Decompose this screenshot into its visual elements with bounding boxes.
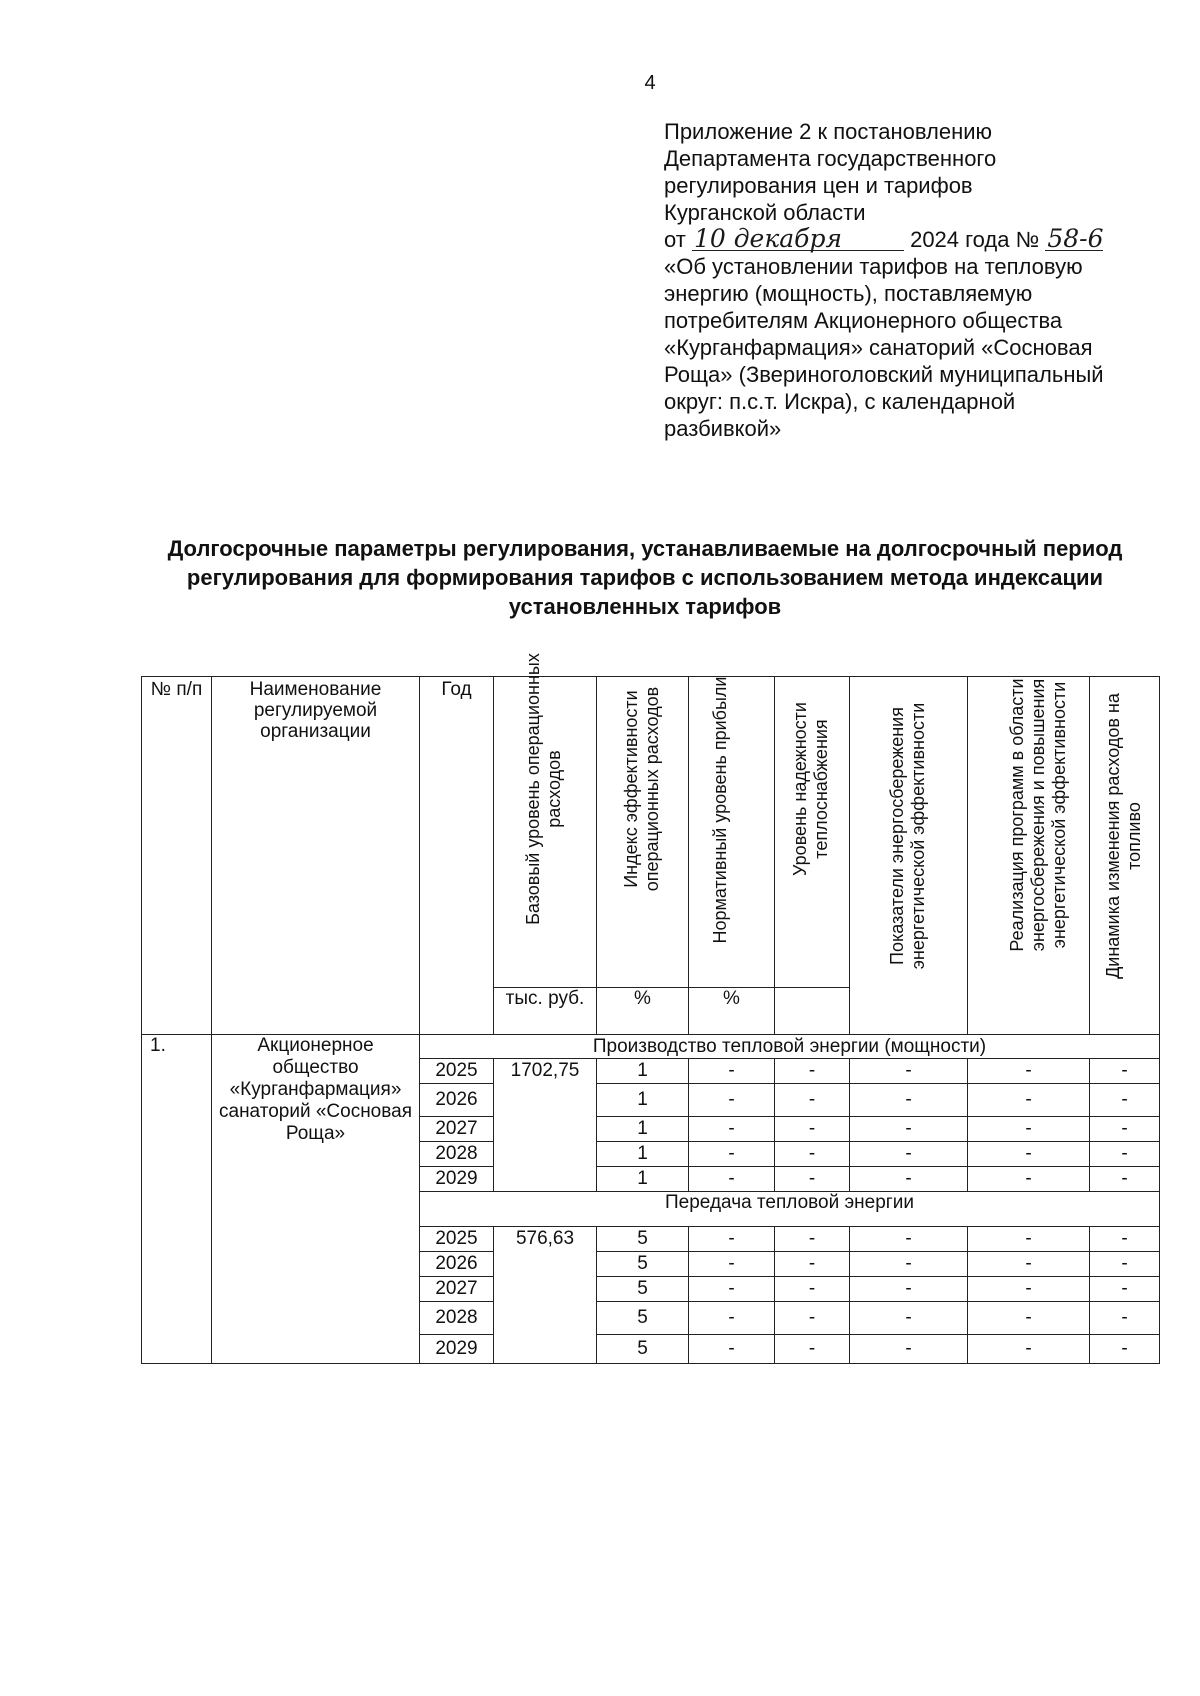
cell-index: 5 bbox=[597, 1335, 689, 1364]
header-base-text: Базовый уровень операционных расходов bbox=[523, 653, 564, 925]
cell-energy: - bbox=[850, 1302, 968, 1335]
header-reliability-text: Уровень надежности теплоснабжения bbox=[790, 702, 831, 876]
header-index bbox=[597, 677, 689, 988]
cell-energy: - bbox=[850, 1252, 968, 1277]
header-energy-text: Показатели энергосбережения энергетической эффективности bbox=[886, 702, 928, 970]
cell-profit: - bbox=[689, 1335, 775, 1364]
appendix-line: Курганской области bbox=[664, 200, 866, 225]
appendix-line: регулирования цен и тарифов bbox=[664, 173, 973, 198]
cell-energy: - bbox=[850, 1142, 968, 1167]
cell-year: 2029 bbox=[420, 1335, 494, 1364]
header-year-text: Год bbox=[441, 679, 472, 700]
date-prefix: от bbox=[664, 227, 686, 252]
header-programs bbox=[968, 677, 1090, 1035]
cell-reliability: - bbox=[775, 1059, 850, 1084]
section-title: Передача тепловой энергии bbox=[420, 1192, 1160, 1227]
cell-profit: - bbox=[689, 1252, 775, 1277]
cell-reliability: - bbox=[775, 1117, 850, 1142]
cell-energy: - bbox=[850, 1059, 968, 1084]
cell-year: 2026 bbox=[420, 1084, 494, 1117]
cell-energy: - bbox=[850, 1335, 968, 1364]
cell-profit: - bbox=[689, 1227, 775, 1252]
appendix-subject-line: потребителям Акционерного общества bbox=[664, 308, 1063, 333]
cell-year: 2027 bbox=[420, 1117, 494, 1142]
header-energy bbox=[850, 677, 968, 1035]
cell-reliability: - bbox=[775, 1252, 850, 1277]
appendix-block bbox=[664, 118, 1184, 442]
cell-fuel: - bbox=[1090, 1084, 1160, 1117]
appendix-line: Приложение 2 к постановлению bbox=[664, 119, 993, 144]
cell-programs: - bbox=[968, 1227, 1090, 1252]
handwritten-date: 10 декабря bbox=[692, 228, 904, 251]
appendix-subject-line: энергию (мощность), поставляемую bbox=[664, 281, 1033, 306]
cell-programs: - bbox=[968, 1335, 1090, 1364]
header-year bbox=[420, 677, 494, 1035]
appendix-subject-line: разбивкой» bbox=[664, 416, 782, 441]
cell-profit: - bbox=[689, 1059, 775, 1084]
cell-reliability: - bbox=[775, 1084, 850, 1117]
cell-profit: - bbox=[689, 1167, 775, 1192]
cell-index: 1 bbox=[597, 1167, 689, 1192]
cell-index: 5 bbox=[597, 1252, 689, 1277]
cell-programs: - bbox=[968, 1252, 1090, 1277]
cell-energy: - bbox=[850, 1117, 968, 1142]
appendix-date-line bbox=[664, 226, 1184, 253]
cell-programs: - bbox=[968, 1117, 1090, 1142]
cell-index: 5 bbox=[597, 1302, 689, 1335]
header-profit bbox=[689, 677, 775, 988]
cell-reliability: - bbox=[775, 1142, 850, 1167]
cell-energy: - bbox=[850, 1084, 968, 1117]
cell-year: 2029 bbox=[420, 1167, 494, 1192]
cell-reliability: - bbox=[775, 1335, 850, 1364]
cell-fuel: - bbox=[1090, 1335, 1160, 1364]
cell-programs: - bbox=[968, 1167, 1090, 1192]
cell-energy: - bbox=[850, 1227, 968, 1252]
unit-reliability bbox=[775, 988, 850, 1035]
parameters-table bbox=[141, 653, 1160, 1364]
unit-index: % bbox=[597, 988, 689, 1035]
header-fuel-text: Динамика изменения расходов на топливо bbox=[1102, 693, 1144, 979]
unit-profit: % bbox=[689, 988, 775, 1035]
header-base bbox=[494, 653, 597, 988]
cell-profit: - bbox=[689, 1142, 775, 1167]
header-num bbox=[142, 677, 212, 1035]
cell-profit: - bbox=[689, 1117, 775, 1142]
cell-energy: - bbox=[850, 1277, 968, 1302]
cell-reliability: - bbox=[775, 1302, 850, 1335]
header-org-text: Наименование регулируемой организации bbox=[249, 679, 382, 742]
header-index-text: Индекс эффективности операционных расходов bbox=[620, 686, 662, 892]
cell-fuel: - bbox=[1090, 1227, 1160, 1252]
cell-profit: - bbox=[689, 1277, 775, 1302]
cell-index: 1 bbox=[597, 1142, 689, 1167]
appendix-subject-line: округ: п.с.т. Искра), с календарной bbox=[664, 389, 1016, 414]
cell-profit: - bbox=[689, 1302, 775, 1335]
document-title: Долгосрочные параметры регулирования, устанавливаемые на долгосрочный период регулирования для формирования тарифов с использованием метода индексации установленных тарифов bbox=[167, 536, 1123, 619]
cell-year: 2027 bbox=[420, 1277, 494, 1302]
header-profit-text: Нормативный уровень прибыли bbox=[709, 676, 730, 944]
cell-year: 2028 bbox=[420, 1302, 494, 1335]
section-title: Производство тепловой энергии (мощности) bbox=[420, 1035, 1160, 1059]
header-num-text: № п/п bbox=[150, 679, 203, 700]
handwritten-number: 58-6 bbox=[1047, 224, 1104, 253]
appendix-line: Департамента государственного bbox=[664, 146, 997, 171]
cell-programs: - bbox=[968, 1059, 1090, 1084]
header-fuel bbox=[1090, 677, 1160, 1035]
cell-fuel: - bbox=[1090, 1302, 1160, 1335]
organization-name: Акционерное общество «Курганфармация» санаторий «Сосновая Роща» bbox=[212, 1035, 420, 1364]
cell-year: 2025 bbox=[420, 1227, 494, 1252]
page-number: 4 bbox=[644, 72, 656, 94]
cell-programs: - bbox=[968, 1084, 1090, 1117]
header-reliability bbox=[775, 677, 850, 988]
cell-fuel: - bbox=[1090, 1059, 1160, 1084]
cell-fuel: - bbox=[1090, 1142, 1160, 1167]
cell-base-value: 1702,75 bbox=[494, 1059, 597, 1192]
cell-fuel: - bbox=[1090, 1117, 1160, 1142]
cell-fuel: - bbox=[1090, 1167, 1160, 1192]
cell-index: 1 bbox=[597, 1059, 689, 1084]
cell-reliability: - bbox=[775, 1167, 850, 1192]
cell-year: 2028 bbox=[420, 1142, 494, 1167]
cell-index: 5 bbox=[597, 1277, 689, 1302]
appendix-subject-line: Роща» (Звериноголовский муниципальный bbox=[664, 362, 1104, 387]
cell-index: 5 bbox=[597, 1227, 689, 1252]
section-row bbox=[142, 1035, 1160, 1059]
cell-base-value: 576,63 bbox=[494, 1227, 597, 1364]
header-org bbox=[212, 677, 420, 1035]
cell-index: 1 bbox=[597, 1117, 689, 1142]
row-number: 1. bbox=[142, 1035, 212, 1364]
cell-fuel: - bbox=[1090, 1277, 1160, 1302]
cell-year: 2025 bbox=[420, 1059, 494, 1084]
cell-year: 2026 bbox=[420, 1252, 494, 1277]
cell-index: 1 bbox=[597, 1084, 689, 1117]
appendix-subject-line: «Курганфармация» санаторий «Сосновая bbox=[664, 335, 1093, 360]
year-text: 2024 года № bbox=[910, 227, 1040, 252]
appendix-subject-line: «Об установлении тарифов на тепловую bbox=[664, 254, 1083, 279]
cell-energy: - bbox=[850, 1167, 968, 1192]
cell-programs: - bbox=[968, 1142, 1090, 1167]
cell-profit: - bbox=[689, 1084, 775, 1117]
header-row bbox=[142, 677, 1160, 988]
cell-programs: - bbox=[968, 1302, 1090, 1335]
cell-programs: - bbox=[968, 1277, 1090, 1302]
cell-reliability: - bbox=[775, 1277, 850, 1302]
cell-fuel: - bbox=[1090, 1252, 1160, 1277]
cell-reliability: - bbox=[775, 1227, 850, 1252]
header-programs-text: Реализация программ в области энергосбережения и повышения энергетической эффективности bbox=[1006, 678, 1069, 952]
unit-base: тыс. руб. bbox=[494, 988, 597, 1035]
